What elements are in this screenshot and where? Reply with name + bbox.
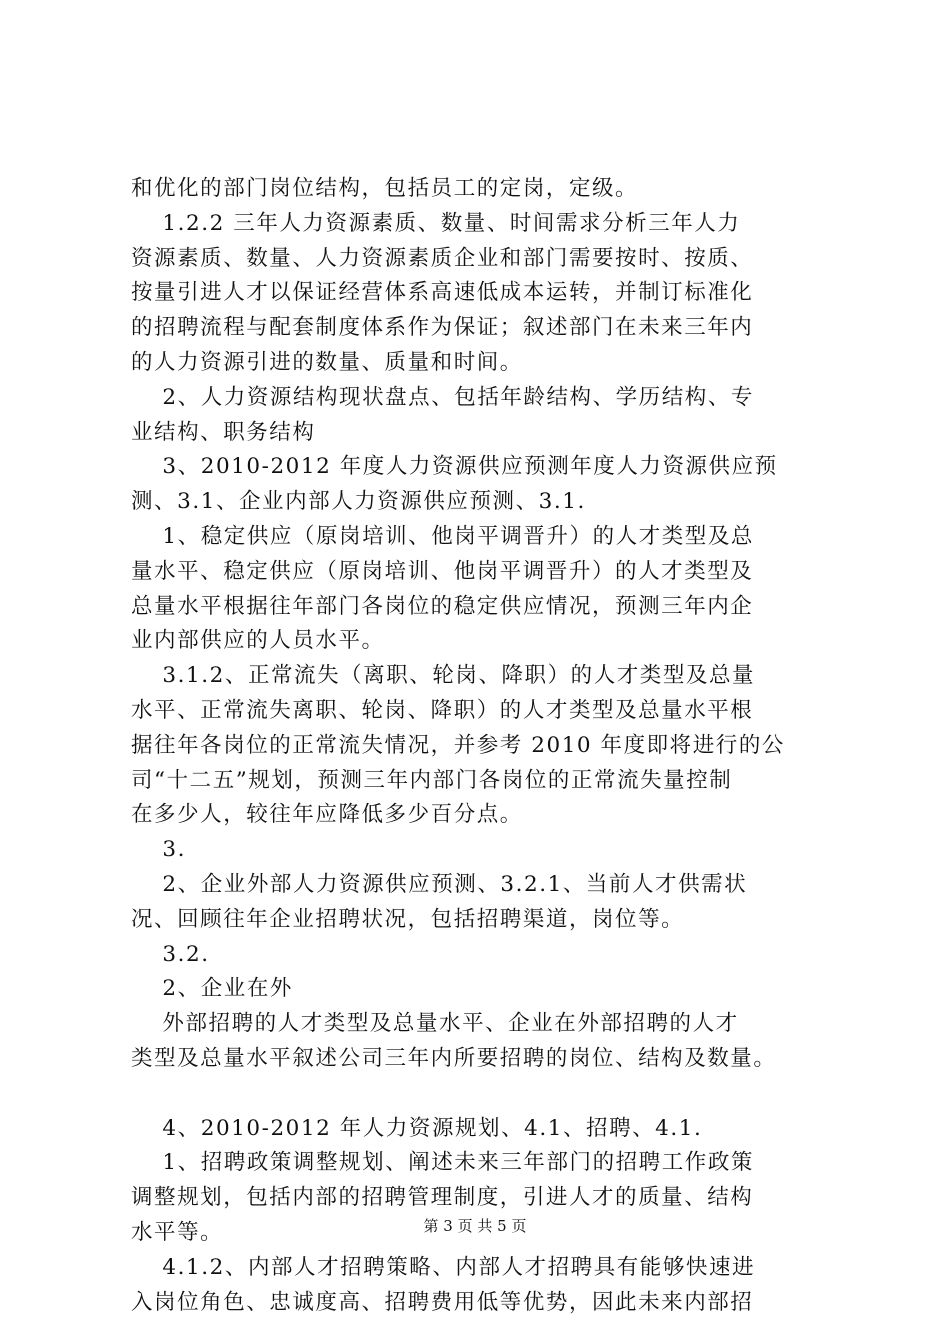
text-line: 1.2.2 三年人力资源素质、数量、时间需求分析三年人力 xyxy=(131,210,741,236)
text-line: 3、2010-2012 年度人力资源供应预测年度人力资源供应预 xyxy=(131,454,778,480)
text-line: 3.2. xyxy=(131,941,210,967)
text-line: 量水平、稳定供应（原岗培训、他岗平调晋升）的人才类型及 xyxy=(131,558,754,584)
text-line: 在多少人，较往年应降低多少百分点。 xyxy=(131,802,523,828)
text-line: 3.1.2、正常流失（离职、轮岗、降职）的人才类型及总量 xyxy=(131,663,756,689)
text-line: 和优化的部门岗位结构，包括员工的定岗，定级。 xyxy=(131,176,639,201)
text-line: 据往年各岗位的正常流失情况，并参考 2010 年度即将进行的公 xyxy=(131,732,785,758)
document-body xyxy=(131,172,851,1320)
text-line: 测、3.1、企业内部人力资源供应预测、3.1. xyxy=(131,489,586,515)
text-line: 水平等。 xyxy=(131,1219,224,1245)
text-line: 按量引进人才以保证经营体系高速低成本运转，并制订标准化 xyxy=(131,280,754,306)
text-line: 2、企业外部人力资源供应预测、3.2.1、当前人才供需状 xyxy=(131,871,748,897)
blank-line xyxy=(131,1077,851,1112)
text-line: 类型及总量水平叙述公司三年内所要招聘的岗位、结构及数量。 xyxy=(131,1045,777,1071)
text-line: 况、回顾往年企业招聘状况，包括招聘渠道，岗位等。 xyxy=(131,906,685,932)
text-line: 水平、正常流失离职、轮岗、降职）的人才类型及总量水平根 xyxy=(131,697,754,723)
text-line: 的人力资源引进的数量、质量和时间。 xyxy=(131,349,523,375)
text-line: 4.1.2、内部人才招聘策略、内部人才招聘具有能够快速进 xyxy=(131,1254,756,1280)
text-line: 入岗位角色、忠诚度高、招聘费用低等优势，因此未来内部招 xyxy=(131,1289,754,1315)
text-line: 1、稳定供应（原岗培训、他岗平调晋升）的人才类型及总 xyxy=(131,523,754,549)
text-line: 外部招聘的人才类型及总量水平、企业在外部招聘的人才 xyxy=(131,1011,739,1037)
text-line: 2、人力资源结构现状盘点、包括年龄结构、学历结构、专 xyxy=(131,384,754,410)
text-line: 业结构、职务结构 xyxy=(131,419,316,445)
page-footer: 第 3 页 共 5 页 xyxy=(423,1217,527,1235)
text-line: 调整规划，包括内部的招聘管理制度，引进人才的质量、结构 xyxy=(131,1185,754,1211)
text-line: 2、企业在外 xyxy=(131,976,293,1002)
text-line: 1、招聘政策调整规划、阐述未来三年部门的招聘工作政策 xyxy=(131,1150,754,1176)
text-line: 司“十二五”规划，预测三年内部门各岗位的正常流失量控制 xyxy=(131,767,733,793)
text-line: 总量水平根据往年部门各岗位的稳定供应情况，预测三年内企 xyxy=(131,593,754,619)
text-line: 业内部供应的人员水平。 xyxy=(131,628,385,654)
text-line: 的招聘流程与配套制度体系作为保证；叙述部门在未来三年内 xyxy=(131,315,754,341)
text-line: 3. xyxy=(131,837,187,863)
text-line: 4、2010-2012 年人力资源规划、4.1、招聘、4.1. xyxy=(131,1115,703,1141)
text-line: 资源素质、数量、人力资源素质企业和部门需要按时、按质、 xyxy=(131,245,754,271)
